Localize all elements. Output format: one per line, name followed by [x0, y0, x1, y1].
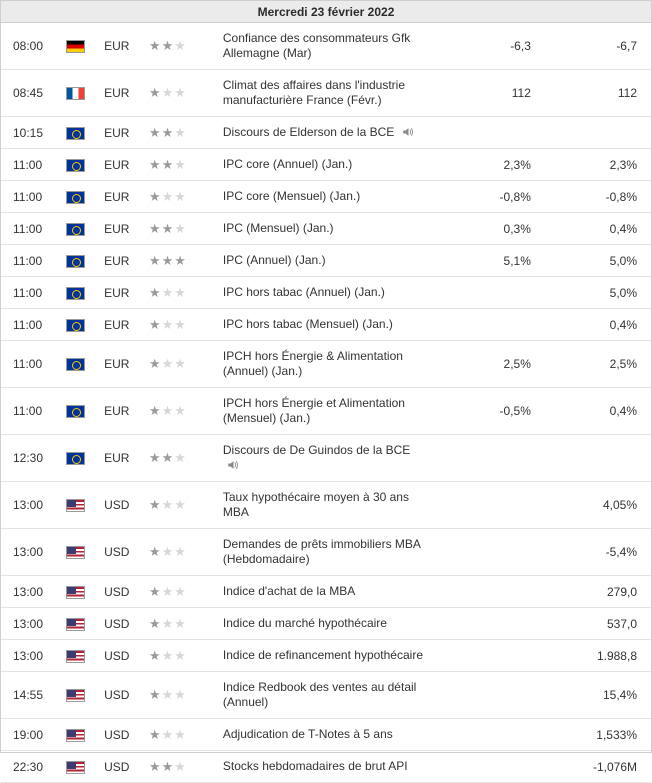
actual-value: 5,1% [503, 253, 531, 268]
star-empty-icon: ★ [174, 544, 186, 559]
table-row[interactable] [1, 719, 651, 751]
importance-rating[interactable] [149, 672, 223, 719]
actual-value [436, 482, 539, 529]
table-row[interactable] [1, 640, 651, 672]
importance-rating[interactable] [149, 245, 223, 277]
country-flag-cell [66, 529, 104, 576]
events-table [1, 23, 651, 783]
star-empty-icon: ★ [174, 758, 186, 774]
event-time: 11:00 [13, 253, 43, 268]
event-name-cell[interactable] [223, 213, 436, 245]
currency-code: EUR [104, 39, 130, 53]
country-flag-cell [66, 576, 104, 608]
star-filled-icon: ★ [148, 583, 161, 599]
event-time: 11:00 [13, 221, 43, 236]
star-empty-icon: ★ [161, 687, 174, 702]
event-time: 14:55 [13, 688, 44, 702]
event-time: 11:00 [13, 189, 43, 204]
previous-value: 0,4% [609, 404, 637, 418]
star-empty-icon: ★ [174, 85, 186, 100]
star-empty-icon: ★ [174, 403, 186, 418]
star-filled-icon: ★ [148, 156, 161, 172]
star-filled-icon: ★ [148, 450, 161, 465]
importance-rating[interactable] [149, 435, 223, 482]
previous-value: -0,8% [605, 189, 637, 204]
actual-value [436, 529, 539, 576]
currency-code: EUR [104, 189, 130, 204]
actual-value: 2,3% [503, 157, 531, 172]
star-filled-icon: ★ [148, 615, 161, 631]
star-empty-icon: ★ [161, 316, 174, 332]
star-filled-icon: ★ [174, 252, 186, 268]
event-time: 22:30 [13, 759, 44, 774]
star-filled-icon: ★ [148, 687, 161, 702]
star-filled-icon: ★ [148, 220, 161, 236]
star-empty-icon: ★ [174, 356, 186, 371]
table-row[interactable] [1, 435, 651, 482]
event-name-cell[interactable] [223, 309, 436, 341]
event-name: IPC (Mensuel) (Jan.) [222, 221, 334, 235]
star-filled-icon: ★ [148, 85, 161, 100]
star-empty-icon: ★ [174, 316, 186, 332]
currency-code: USD [104, 616, 130, 631]
event-name: IPC core (Mensuel) (Jan.) [222, 189, 361, 203]
country-flag-cell [66, 149, 104, 181]
country-flag-cell [66, 640, 104, 672]
country-flag-cell [66, 435, 104, 482]
star-empty-icon: ★ [161, 356, 174, 371]
events-table-body [1, 23, 651, 783]
table-row[interactable] [1, 608, 651, 640]
star-empty-icon: ★ [161, 497, 174, 512]
star-filled-icon: ★ [161, 124, 174, 140]
actual-value [436, 277, 539, 309]
actual-value [436, 719, 539, 751]
country-flag-cell [66, 388, 104, 435]
previous-value: 0,4% [609, 221, 637, 236]
previous-value: 2,3% [609, 157, 637, 172]
previous-value: 537,0 [606, 616, 637, 631]
event-name-cell[interactable] [223, 719, 436, 751]
event-time: 13:00 [13, 616, 44, 631]
previous-value: 2,5% [609, 357, 637, 371]
event-name: IPC (Annuel) (Jan.) [222, 253, 326, 267]
event-name: Confiance des consommateurs Gfk Allemagne (Mar) [222, 31, 411, 60]
actual-value: -0,5% [499, 404, 531, 418]
importance-rating[interactable] [149, 117, 223, 149]
event-time: 10:15 [13, 125, 44, 140]
country-flag-cell [66, 751, 104, 783]
previous-value: 1,533% [596, 727, 637, 742]
previous-value [539, 117, 651, 149]
country-flag-cell [66, 719, 104, 751]
previous-value: 4,05% [602, 498, 637, 512]
star-empty-icon: ★ [161, 583, 174, 599]
france-flag [66, 87, 85, 100]
importance-rating[interactable] [149, 213, 223, 245]
event-name-cell[interactable] [223, 608, 436, 640]
currency-code: USD [104, 759, 130, 774]
star-filled-icon: ★ [148, 284, 161, 300]
star-filled-icon: ★ [161, 38, 174, 53]
usa-flag [66, 729, 85, 742]
star-empty-icon: ★ [174, 497, 186, 512]
importance-rating[interactable] [149, 640, 223, 672]
star-filled-icon: ★ [161, 220, 174, 236]
importance-rating[interactable] [149, 23, 223, 70]
currency-code: USD [104, 584, 130, 599]
star-filled-icon: ★ [148, 544, 161, 559]
previous-value: -5,4% [605, 545, 637, 559]
star-empty-icon: ★ [161, 615, 174, 631]
event-name-cell[interactable] [223, 23, 436, 70]
star-empty-icon: ★ [174, 615, 186, 631]
star-filled-icon: ★ [161, 156, 174, 172]
country-flag-cell [66, 309, 104, 341]
usa-flag [66, 499, 85, 512]
star-filled-icon: ★ [148, 758, 161, 774]
event-name-cell[interactable] [223, 640, 436, 672]
europe-flag [66, 159, 85, 172]
event-name-cell[interactable] [223, 576, 436, 608]
currency-code: EUR [104, 86, 130, 100]
event-name: Indice du marché hypothécaire [222, 616, 387, 630]
star-filled-icon: ★ [148, 316, 161, 332]
event-name: IPCH hors Énergie & Alimentation (Annuel) (Jan.) [222, 349, 403, 378]
event-name-cell[interactable] [223, 388, 436, 435]
actual-value [436, 672, 539, 719]
star-filled-icon: ★ [148, 497, 161, 512]
event-name: Stocks hebdomadaires de brut API [222, 759, 408, 773]
table-row[interactable] [1, 277, 651, 309]
event-name-cell[interactable] [223, 482, 436, 529]
star-empty-icon: ★ [174, 450, 186, 465]
usa-flag [66, 618, 85, 631]
importance-rating[interactable] [149, 149, 223, 181]
event-time: 12:30 [13, 451, 44, 465]
event-name-cell[interactable] [223, 529, 436, 576]
star-empty-icon: ★ [161, 726, 174, 742]
event-time: 13:00 [13, 584, 44, 599]
speaker-icon[interactable] [402, 126, 415, 138]
usa-flag [66, 689, 85, 702]
europe-flag [66, 191, 85, 204]
star-empty-icon: ★ [174, 583, 186, 599]
country-flag-cell [66, 245, 104, 277]
currency-code: EUR [104, 317, 130, 332]
star-filled-icon: ★ [148, 252, 161, 268]
actual-value [436, 117, 539, 149]
star-empty-icon: ★ [161, 647, 174, 663]
star-empty-icon: ★ [174, 726, 186, 742]
table-row[interactable] [1, 672, 651, 719]
actual-value: 2,5% [503, 357, 531, 371]
importance-rating[interactable] [149, 751, 223, 783]
previous-value: 15,4% [602, 688, 637, 702]
europe-flag [66, 127, 85, 140]
star-filled-icon: ★ [148, 647, 161, 663]
usa-flag [66, 650, 85, 663]
importance-rating[interactable] [149, 341, 223, 388]
event-name: Indice d'achat de la MBA [222, 584, 356, 598]
event-name-cell[interactable] [223, 277, 436, 309]
event-name: IPC core (Annuel) (Jan.) [222, 157, 353, 171]
previous-value: -6,7 [616, 39, 637, 53]
speaker-icon[interactable] [227, 459, 240, 471]
event-name: Adjudication de T-Notes à 5 ans [222, 727, 393, 741]
star-filled-icon: ★ [161, 758, 174, 774]
table-row[interactable] [1, 149, 651, 181]
event-name-cell[interactable] [223, 435, 436, 482]
importance-rating[interactable] [149, 388, 223, 435]
star-empty-icon: ★ [174, 188, 186, 204]
previous-value: 112 [617, 86, 637, 100]
currency-code: EUR [104, 125, 130, 140]
actual-value: -6,3 [510, 39, 531, 53]
table-row[interactable] [1, 576, 651, 608]
star-empty-icon: ★ [161, 85, 174, 100]
star-empty-icon: ★ [174, 647, 186, 663]
table-row[interactable] [1, 388, 651, 435]
table-row[interactable] [1, 245, 651, 277]
event-time: 19:00 [13, 727, 44, 742]
actual-value [436, 309, 539, 341]
currency-code: USD [104, 545, 130, 559]
importance-rating[interactable] [149, 529, 223, 576]
table-row[interactable] [1, 529, 651, 576]
event-name-cell[interactable] [223, 70, 436, 117]
table-row[interactable] [1, 70, 651, 117]
event-name: Indice Redbook des ventes au détail (Annuel) [222, 680, 417, 709]
importance-rating[interactable] [149, 309, 223, 341]
currency-code: EUR [104, 404, 130, 418]
europe-flag [66, 319, 85, 332]
previous-value: -1,076M [592, 759, 637, 774]
star-filled-icon: ★ [148, 403, 161, 418]
importance-rating[interactable] [149, 576, 223, 608]
germany-flag [66, 40, 85, 53]
currency-code: EUR [104, 357, 130, 371]
actual-value [436, 435, 539, 482]
star-filled-icon: ★ [161, 252, 174, 268]
importance-rating[interactable] [149, 482, 223, 529]
event-name: IPC hors tabac (Mensuel) (Jan.) [222, 317, 393, 331]
previous-value: 279,0 [606, 584, 637, 599]
europe-flag [66, 405, 85, 418]
currency-code: EUR [104, 451, 130, 465]
actual-value: -0,8% [499, 189, 531, 204]
table-row[interactable] [1, 213, 651, 245]
star-empty-icon: ★ [174, 124, 186, 140]
star-empty-icon: ★ [174, 38, 186, 53]
importance-rating[interactable] [149, 608, 223, 640]
currency-code: USD [104, 498, 130, 512]
importance-rating[interactable] [149, 719, 223, 751]
usa-flag [66, 761, 85, 774]
star-empty-icon: ★ [174, 687, 186, 702]
event-time: 11:00 [13, 157, 43, 172]
event-time: 11:00 [13, 404, 43, 418]
event-time: 08:00 [13, 39, 44, 53]
table-row[interactable] [1, 117, 651, 149]
actual-value [436, 608, 539, 640]
event-name: Climat des affaires dans l'industrie manufacturière France (Févr.) [222, 78, 406, 107]
event-name: Demandes de prêts immobiliers MBA (Hebdomadaire) [222, 537, 421, 566]
actual-value: 112 [511, 86, 531, 100]
event-name: Discours de De Guindos de la BCE [222, 443, 411, 457]
usa-flag [66, 546, 85, 559]
star-empty-icon: ★ [161, 403, 174, 418]
event-name: IPC hors tabac (Annuel) (Jan.) [222, 285, 385, 299]
star-empty-icon: ★ [174, 156, 186, 172]
currency-code: USD [104, 688, 130, 702]
currency-code: USD [104, 648, 130, 663]
event-name: IPCH hors Énergie et Alimentation (Mensuel) (Jan.) [222, 396, 405, 425]
star-empty-icon: ★ [174, 284, 186, 300]
actual-value [436, 576, 539, 608]
country-flag-cell [66, 213, 104, 245]
event-name: Indice de refinancement hypothécaire [222, 648, 423, 662]
previous-value: 0,4% [609, 317, 637, 332]
actual-value [436, 640, 539, 672]
importance-rating[interactable] [149, 181, 223, 213]
event-time: 13:00 [13, 648, 44, 663]
currency-code: EUR [104, 221, 130, 236]
country-flag-cell [66, 70, 104, 117]
star-empty-icon: ★ [161, 284, 174, 300]
importance-rating[interactable] [149, 70, 223, 117]
star-filled-icon: ★ [148, 38, 161, 53]
event-time: 08:45 [13, 86, 44, 100]
europe-flag [66, 255, 85, 268]
currency-code: EUR [104, 157, 130, 172]
actual-value: 0,3% [503, 221, 531, 236]
previous-value: 1.988,8 [596, 648, 637, 663]
country-flag-cell [66, 608, 104, 640]
event-time: 13:00 [13, 498, 44, 512]
calendar-date-header [1, 1, 651, 23]
calendar-date-title: Mercredi 23 février 2022 [257, 4, 395, 19]
previous-value: 5,0% [609, 285, 637, 300]
currency-code: EUR [104, 285, 130, 300]
event-name-cell[interactable] [223, 751, 436, 783]
country-flag-cell [66, 181, 104, 213]
star-filled-icon: ★ [148, 356, 161, 371]
event-time: 11:00 [13, 285, 43, 300]
event-time: 11:00 [13, 357, 43, 371]
star-filled-icon: ★ [148, 124, 161, 140]
event-name-cell[interactable] [223, 341, 436, 388]
europe-flag [66, 358, 85, 371]
country-flag-cell [66, 277, 104, 309]
star-empty-icon: ★ [161, 188, 174, 204]
country-flag-cell [66, 672, 104, 719]
country-flag-cell [66, 341, 104, 388]
europe-flag [66, 452, 85, 465]
star-empty-icon: ★ [174, 220, 186, 236]
event-name-cell[interactable] [223, 245, 436, 277]
table-row[interactable] [1, 309, 651, 341]
table-row[interactable] [1, 341, 651, 388]
event-time: 13:00 [13, 545, 44, 559]
currency-code: USD [104, 727, 130, 742]
event-name-cell[interactable] [223, 672, 436, 719]
event-name-cell[interactable] [223, 149, 436, 181]
previous-value: 5,0% [609, 253, 637, 268]
star-filled-icon: ★ [161, 450, 174, 465]
table-row[interactable] [1, 751, 651, 783]
country-flag-cell [66, 23, 104, 70]
currency-code: EUR [104, 253, 130, 268]
europe-flag [66, 223, 85, 236]
event-name-cell[interactable] [223, 117, 436, 149]
table-row[interactable] [1, 23, 651, 70]
star-filled-icon: ★ [148, 726, 161, 742]
event-name: Taux hypothécaire moyen à 30 ans MBA [222, 490, 409, 519]
star-filled-icon: ★ [148, 188, 161, 204]
country-flag-cell [66, 482, 104, 529]
event-time: 11:00 [13, 317, 43, 332]
previous-value [539, 435, 651, 482]
europe-flag [66, 287, 85, 300]
importance-rating[interactable] [149, 277, 223, 309]
star-empty-icon: ★ [161, 544, 174, 559]
usa-flag [66, 586, 85, 599]
table-row[interactable] [1, 482, 651, 529]
actual-value [436, 751, 539, 783]
event-name: Discours de Elderson de la BCE [222, 125, 395, 139]
event-name-cell[interactable] [223, 181, 436, 213]
table-row[interactable] [1, 181, 651, 213]
country-flag-cell [66, 117, 104, 149]
